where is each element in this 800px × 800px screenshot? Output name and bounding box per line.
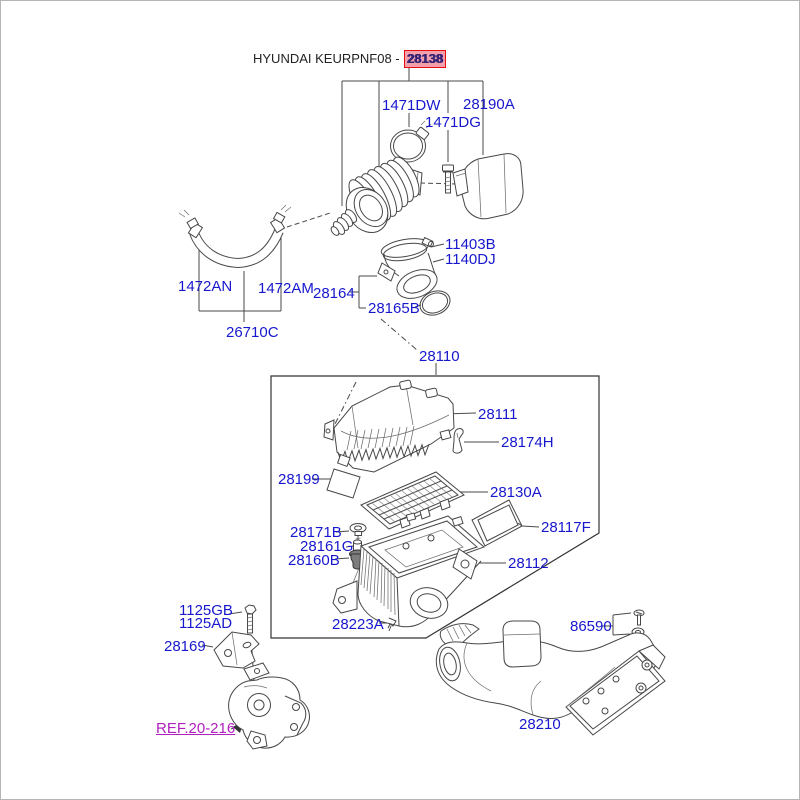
- part-label-28164[interactable]: 28164: [313, 285, 355, 302]
- part-label-28199[interactable]: 28199: [278, 471, 320, 488]
- seal-frame-drawing: [472, 500, 522, 546]
- diagram-canvas: [1, 1, 800, 800]
- part-label-28111[interactable]: 28111: [478, 406, 518, 423]
- diagram-title: [253, 50, 446, 68]
- part-label-28160B[interactable]: 28160B: [288, 552, 340, 569]
- part-label-28171B[interactable]: 28171B: [290, 524, 342, 541]
- part-label-86590[interactable]: 86590: [570, 618, 612, 635]
- catalog-title-text: HYUNDAI KEURPNF08 -: [253, 51, 400, 66]
- part-label-1125AD[interactable]: 1125AD: [179, 615, 233, 632]
- part-label-28174H[interactable]: 28174H: [501, 434, 554, 451]
- part-label-28223A[interactable]: 28223A: [332, 616, 384, 633]
- part-label-28112[interactable]: 28112: [508, 555, 549, 572]
- cover-bracket-drawing: [453, 429, 463, 454]
- part-label-1471DW[interactable]: 1471DW: [382, 97, 441, 114]
- part-label-1472AN[interactable]: 1472AN: [178, 278, 233, 295]
- part-label-28161G[interactable]: 28161G: [300, 538, 354, 555]
- part-label-28210[interactable]: 28210: [519, 716, 561, 733]
- part-label-1125GB[interactable]: 1125GB: [179, 602, 233, 619]
- resonator-drawing: [453, 154, 523, 219]
- air-intake-hose-drawing: [330, 153, 425, 240]
- part-label-28110[interactable]: 28110: [419, 348, 460, 365]
- highlighted-part-code: 28138: [404, 50, 446, 68]
- part-label-1472AM[interactable]: 1472AM: [258, 280, 314, 297]
- part-label-28130A[interactable]: 28130A: [490, 484, 542, 501]
- part-label-26710C[interactable]: 26710C: [226, 324, 279, 341]
- bolt-1471dg-drawing: [443, 165, 454, 193]
- mount-bolt-drawing: [245, 605, 256, 633]
- part-label-11403B[interactable]: 11403B: [445, 236, 496, 253]
- breather-hose-drawing: [179, 205, 291, 263]
- part-label-28190A[interactable]: 28190A: [463, 96, 515, 113]
- label-plate-drawing: [327, 469, 360, 498]
- part-label-28169[interactable]: 28169: [164, 638, 206, 655]
- mount-bracket-drawing: [214, 632, 259, 668]
- ref-link-20-216[interactable]: REF.20-216: [156, 720, 236, 737]
- engine-mount-drawing: [229, 663, 310, 749]
- part-label-1140DJ[interactable]: 1140DJ: [445, 251, 496, 268]
- part-label-28165B[interactable]: 28165B: [368, 300, 420, 317]
- part-label-1471DG[interactable]: 1471DG: [425, 114, 481, 131]
- part-label-28117F[interactable]: 28117F: [541, 519, 591, 536]
- upper-cover-drawing: [324, 380, 454, 472]
